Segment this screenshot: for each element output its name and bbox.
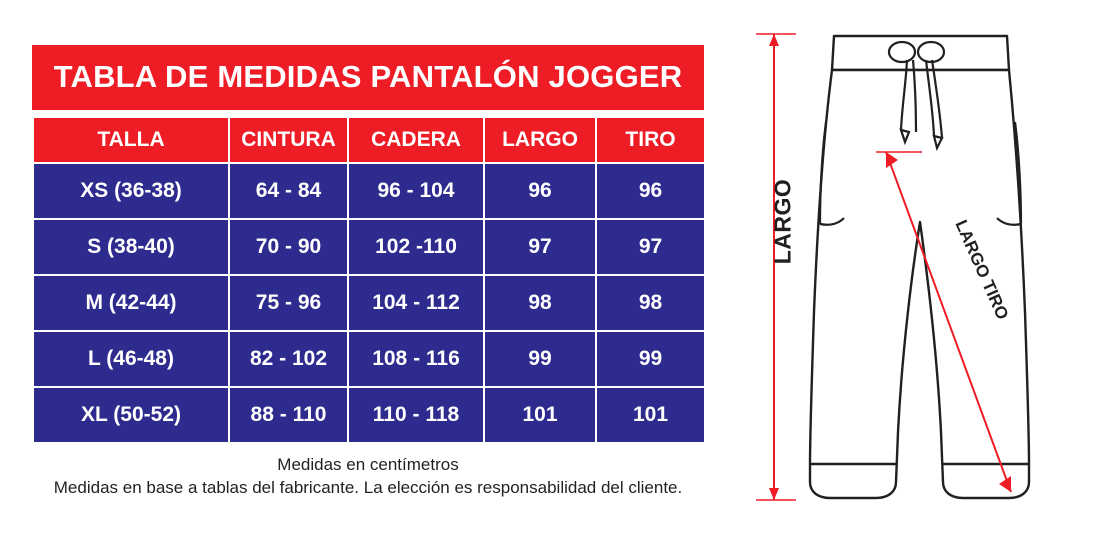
measurements-table xyxy=(32,116,706,444)
cell-largo: 101 xyxy=(484,387,596,443)
cell-talla: S (38-40) xyxy=(33,219,229,275)
cell-tiro: 99 xyxy=(596,331,705,387)
cell-cintura: 64 - 84 xyxy=(229,163,348,219)
cell-cintura: 82 - 102 xyxy=(229,331,348,387)
cell-tiro: 97 xyxy=(596,219,705,275)
cell-talla: XL (50-52) xyxy=(33,387,229,443)
label-largo: LARGO xyxy=(769,178,796,265)
table-row xyxy=(33,331,705,387)
cell-largo: 99 xyxy=(484,331,596,387)
cell-cintura: 70 - 90 xyxy=(229,219,348,275)
cell-talla: M (42-44) xyxy=(33,275,229,331)
cell-talla: XS (36-38) xyxy=(33,163,229,219)
table-header-row xyxy=(33,117,705,163)
column-header-talla: TALLA xyxy=(33,117,229,163)
column-header-tiro: TIRO xyxy=(596,117,705,163)
pants-outline xyxy=(810,36,1029,498)
table-row xyxy=(33,163,705,219)
cell-largo: 98 xyxy=(484,275,596,331)
cell-cintura: 88 - 110 xyxy=(229,387,348,443)
column-header-cintura: CINTURA xyxy=(229,117,348,163)
size-table-panel xyxy=(32,45,704,500)
column-header-largo: LARGO xyxy=(484,117,596,163)
cell-cadera: 96 - 104 xyxy=(348,163,484,219)
cell-largo: 96 xyxy=(484,163,596,219)
cell-cadera: 102 -110 xyxy=(348,219,484,275)
jogger-diagram xyxy=(726,12,1086,527)
largo-measure-arrow xyxy=(756,34,796,500)
note-units: Medidas en centímetros xyxy=(277,455,459,474)
table-row xyxy=(33,219,705,275)
note-disclaimer: Medidas en base a tablas del fabricante. La elección es responsabilidad del cliente. xyxy=(53,477,683,497)
column-header-cadera: CADERA xyxy=(348,117,484,163)
cell-tiro: 98 xyxy=(596,275,705,331)
cell-tiro: 101 xyxy=(596,387,705,443)
cell-largo: 97 xyxy=(484,219,596,275)
cell-tiro: 96 xyxy=(596,163,705,219)
page-title: TABLA DE MEDIDAS PANTALÓN JOGGER xyxy=(32,45,704,110)
cell-cintura: 75 - 96 xyxy=(229,275,348,331)
cell-talla: L (46-48) xyxy=(33,331,229,387)
cell-cadera: 110 - 118 xyxy=(348,387,484,443)
cell-cadera: 108 - 116 xyxy=(348,331,484,387)
cell-cadera: 104 - 112 xyxy=(348,275,484,331)
jogger-illustration xyxy=(726,12,1086,527)
table-row xyxy=(33,387,705,443)
table-row xyxy=(33,275,705,331)
table-notes xyxy=(32,454,704,500)
label-largo-tiro: LARGO TIRO xyxy=(951,217,1013,323)
